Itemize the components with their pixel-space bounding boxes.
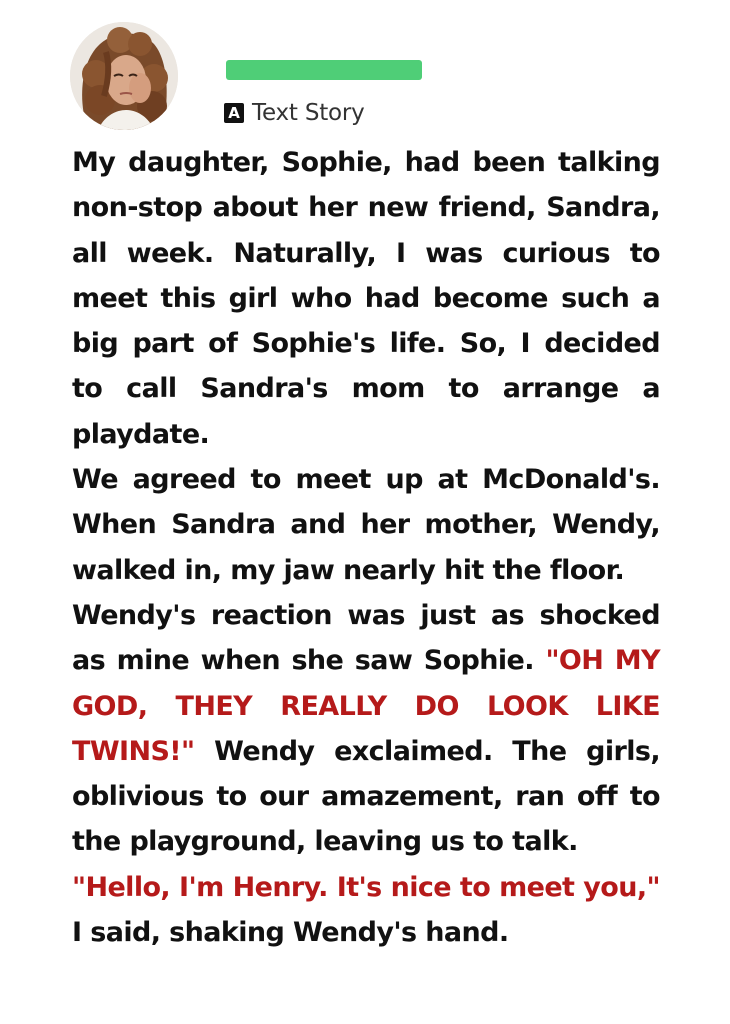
story-paragraph	[72, 593, 660, 865]
paragraph-text: My daughter, Sophie, had been talking non-stop about her new friend, Sandra, all week. Naturally, I was curious to meet this girl who had become such a big part of Sophie's life. So, I decided to call Sandra's mom to arrange a playdate.	[72, 147, 660, 450]
text-story-icon: A	[224, 103, 244, 123]
story-paragraph	[72, 865, 660, 956]
story-body	[72, 140, 660, 955]
story-type-label: Text Story	[252, 100, 365, 126]
story-type-tag	[224, 98, 365, 128]
paragraph-text: Wendy exclaimed. The girls, oblivious to our amazement, ran off to the playground, leaving us to talk.	[72, 735, 660, 858]
avatar-photo	[70, 22, 178, 130]
paragraph-text: We agreed to meet up at McDonald's. When Sandra and her mother, Wendy, walked in, my jaw nearly hit the floor.	[72, 464, 660, 586]
story-paragraph	[72, 140, 660, 457]
dialogue-quote: "Hello, I'm Henry. It's nice to meet you,"	[72, 871, 660, 903]
dialogue-quote: "OH MY GOD, THEY REALLY DO LOOK LIKE TWINS!"	[72, 645, 660, 767]
paragraph-text: Wendy's reaction was just as shocked as mine when she saw Sophie.	[72, 599, 660, 677]
post-header	[0, 0, 730, 140]
author-avatar[interactable]	[70, 22, 178, 130]
story-paragraph	[72, 457, 660, 593]
author-name-redacted	[226, 60, 422, 80]
paragraph-text: I said, shaking Wendy's hand.	[72, 917, 509, 949]
